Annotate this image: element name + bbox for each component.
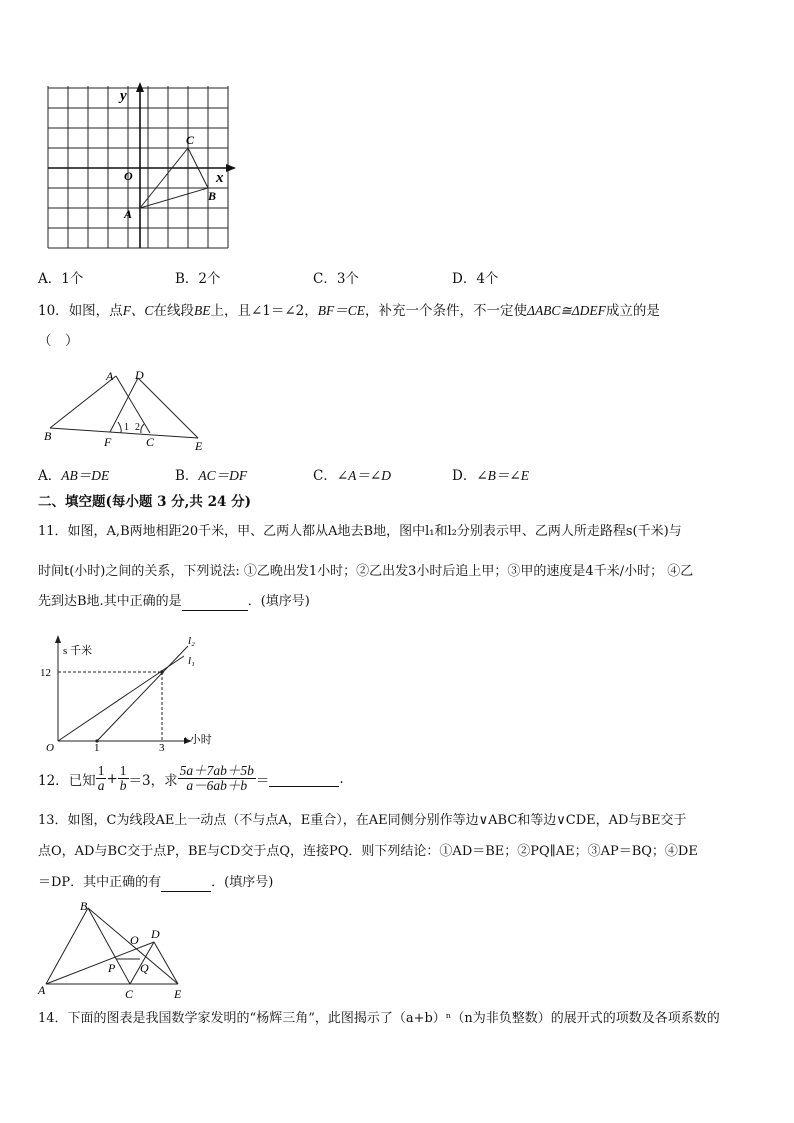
q12-target-fraction: $\frac{5a+7ab+5b}{a-6ab+b}$ bbox=[179, 763, 254, 793]
q11-line-1: 11．如图，A,B两地相距20千米，甲、乙两人都从A地去B地，图中l₁和l₂分别表示甲、乙两人所走路程s(千米)与 bbox=[38, 524, 682, 539]
q14-number: 14． bbox=[38, 1011, 68, 1026]
q11-answer-blank[interactable] bbox=[182, 596, 248, 611]
q9-point-b-label: B bbox=[208, 189, 217, 203]
q11-distance-time-graph bbox=[36, 630, 226, 752]
q9-coordinate-grid-figure bbox=[44, 82, 240, 254]
q12-fraction-1-over-b: $\frac{1}{b}$ bbox=[119, 763, 127, 793]
q9-point-c-label: C bbox=[186, 133, 195, 147]
q9-point-a-label: A bbox=[124, 207, 133, 221]
q9-x-axis-label: x bbox=[216, 170, 224, 186]
q13-point-d-label: D bbox=[151, 927, 160, 941]
q10-number: 10． bbox=[38, 303, 69, 319]
q13-answer-blank[interactable] bbox=[161, 877, 211, 892]
q11-line-2: 时间t(小时)之间的关系，下列说法: ①乙晚出发1小时；②乙出发3小时后追上甲；③甲的速度是4千米/小时； ④乙 bbox=[38, 564, 694, 579]
q10-answer-paren: （ ） bbox=[38, 333, 79, 349]
q13-point-e-label: E bbox=[174, 987, 182, 1001]
q10-option-d[interactable]: D．∠B＝∠E bbox=[452, 468, 529, 484]
q10-option-a[interactable]: A．AB＝DE bbox=[38, 468, 110, 484]
q11-x-tick-1: 1 bbox=[94, 742, 100, 752]
q13-point-p-label: P bbox=[108, 961, 116, 975]
q13-line-3: ＝DP．其中正确的有 ．(填序号) bbox=[38, 875, 274, 890]
q10-angle-2-label: 2 bbox=[135, 422, 140, 433]
q11-line-3: 先到达B地.其中正确的是 ．(填序号) bbox=[38, 594, 310, 609]
q13-point-o-label: O bbox=[130, 933, 139, 947]
q13-point-a-label: A bbox=[38, 983, 46, 997]
q12-fraction-1-over-a: $\frac{1}{a}$ bbox=[97, 763, 105, 793]
section-2-heading: 二、填空题(每小题 3 分,共 24 分) bbox=[38, 494, 251, 510]
q10-point-b-label: B bbox=[44, 429, 52, 443]
q11-y-tick-12: 12 bbox=[40, 667, 51, 679]
q11-origin-label: O bbox=[46, 742, 54, 752]
q10-triangles-figure bbox=[40, 366, 220, 456]
q10-question-text: 10．如图，点F、C在线段BE上，且∠1＝∠2，BF＝CE，补充一个条件，不一定使ΔABC≅ΔDEF成立的是 bbox=[38, 303, 660, 319]
q14-line-1: 14．下面的图表是我国数学家发明的“杨辉三角”，此图揭示了（a+b）ⁿ（n为非负整数）的展开式的项数及各项系数的 bbox=[38, 1011, 720, 1026]
q13-number: 13． bbox=[38, 813, 68, 828]
q13-line-2: 点O，AD与BC交于点P，BE与CD交于点Q，连接PQ．则下列结论：①AD＝BE；②PQ∥AE；③AP＝BQ；④DE bbox=[38, 844, 698, 859]
q9-option-c[interactable]: C．3个 bbox=[313, 271, 359, 287]
q11-y-axis-label: s 千米 bbox=[63, 645, 93, 657]
q9-origin-label: O bbox=[124, 169, 133, 183]
q11-x-axis-label: t 小时 bbox=[184, 734, 212, 746]
q13-point-b-label: B bbox=[80, 899, 88, 913]
q10-point-e-label: E bbox=[195, 439, 203, 453]
q9-option-d[interactable]: D．4个 bbox=[452, 271, 499, 287]
q10-option-b[interactable]: B．AC＝DF bbox=[175, 468, 248, 484]
q9-option-b[interactable]: B．2个 bbox=[175, 271, 221, 287]
q10-option-c[interactable]: C．∠A＝∠D bbox=[313, 468, 391, 484]
q12-number: 12． bbox=[38, 772, 69, 789]
q10-point-a-label: A bbox=[106, 369, 114, 383]
q9-option-a[interactable]: A．1个 bbox=[38, 271, 84, 287]
q11-number: 11． bbox=[38, 524, 68, 539]
q11-line-l1-label: l₁ bbox=[188, 655, 195, 667]
q9-y-axis-label: y bbox=[120, 88, 127, 104]
q13-point-q-label: Q bbox=[140, 961, 149, 975]
q11-line-l2-label: l₂ bbox=[188, 635, 195, 647]
q13-equilateral-triangles-figure bbox=[36, 898, 192, 1002]
q10-point-f-label: F bbox=[104, 435, 112, 449]
q12-answer-blank[interactable] bbox=[269, 770, 339, 787]
q12-question: 12． 已知 $\frac{1}{a}$ + $\frac{1}{b}$ ＝3，求 $\frac{5a+7ab+5b}{a-6ab+b}$ ＝ . bbox=[38, 763, 344, 793]
q10-angle-1-label: 1 bbox=[124, 422, 129, 433]
q13-point-c-label: C bbox=[125, 987, 134, 1001]
q11-x-tick-3: 3 bbox=[159, 742, 165, 752]
q10-point-c-label: C bbox=[146, 435, 155, 449]
q10-point-d-label: D bbox=[135, 368, 144, 382]
q13-line-1: 13．如图，C为线段AE上一动点（不与点A，E重合），在AE同侧分别作等边∨ABC和等边∨CDE，AD与BE交于 bbox=[38, 813, 687, 828]
